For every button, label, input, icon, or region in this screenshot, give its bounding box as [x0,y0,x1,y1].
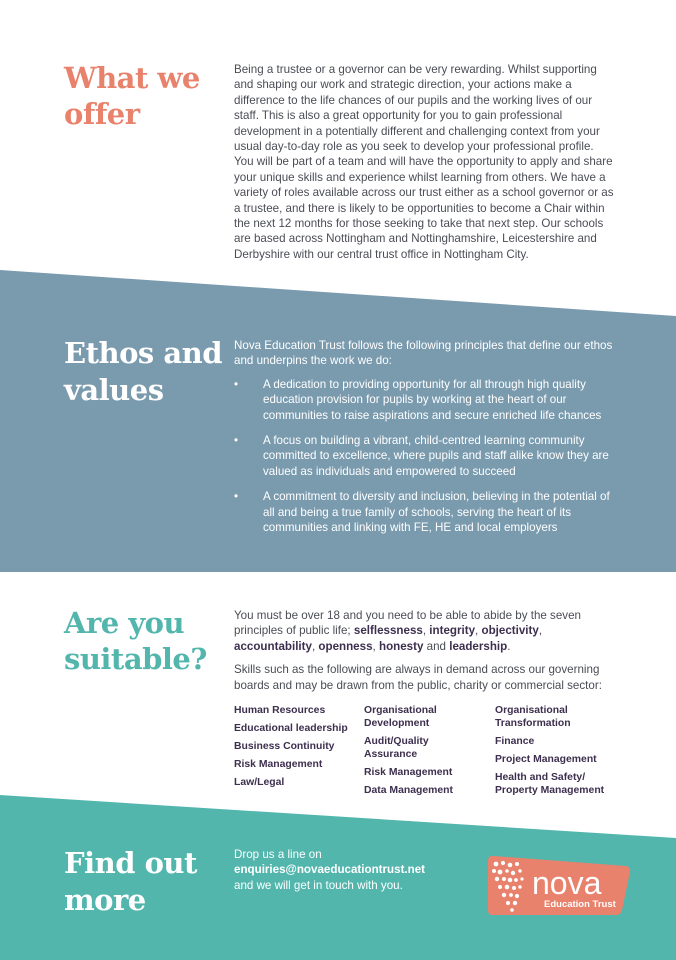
skill-item: Data Management [364,785,453,796]
principle: accountability [234,639,312,653]
nova-logo [486,852,632,920]
bullet-icon: • [234,377,239,391]
email-link[interactable]: enquiries@novaeducationtrust.net [234,863,426,877]
skills-intro: Skills such as the following are always in demand across our governing boards and may be drawn from the public, charity or commercial sector: [234,663,602,692]
ethos-bullet: • A commitment to diversity and inclusion, believing in the potential of all and being a true family of schools, serving the heart of its communities and linking with FE, HE and local employers [234,490,610,535]
skill-item: Organisational Development [364,705,437,729]
skill-item: Audit/Quality Assurance [364,736,429,760]
ethos-values-heading: Ethos and values [64,336,223,407]
ethos-values-section [234,338,614,545]
what-we-offer-section [234,62,614,262]
principle: integrity [429,624,476,638]
skills-column [364,704,484,802]
ethos-bullet: • A dedication to providing opportunity for all through high quality education provision for pupils by working at the heart of our communities to raise aspirations and secure enriched life chances [234,377,602,422]
ethos-intro: Nova Education Trust follows the following principles that define our ethos and underpins the work we do: [234,339,613,368]
skill-item: Organisational Transformation [495,705,571,729]
what-we-offer-text: Being a trustee or a governor can be very rewarding. Whilst supporting and shaping our work and strategic direction, your actions make a difference to the life chances of our pupils and the working lives of our staff. This is also a great opportunity for you to gain professional development in a potentially different and challenging context from your usual day-to-day role as you seek to develop your professional profile. You will be part of a team and will have the opportunity to apply and share your unique skills and experience whilst learning from others. We have a variety of roles available across our trust either as a school governor or as a trustee, and there is likely to be opportunities to become a Chair within the next 12 months for those seeking to take that next step. Our schools are based across Nottingham and Nottinghamshire, Leicestershire and Derbyshire with our central trust office in Nottingham City. [234,63,614,261]
ethos-bullet-list [234,377,614,536]
principle: objectivity [481,624,539,638]
skill-item: Law/Legal [234,777,285,788]
skill-item: Educational leadership [234,723,348,734]
find-out-more-heading: Find out more [64,846,197,917]
contact-line: and we will get in touch with you. [234,878,403,892]
principle: openness [318,639,373,653]
contact-line: Drop us a line on [234,848,322,861]
ethos-bullet: • A focus on building a vibrant, child-centred learning community committed to excellence, where pupils and staff alike know they are valued as individuals and empowered to succeed [234,434,609,478]
principle: honesty [378,639,424,653]
principle: leadership [449,639,508,653]
logo-tagline: Education Trust [544,899,616,910]
skill-item: Risk Management [234,759,323,770]
skills-column [495,704,615,802]
are-you-suitable-section [234,608,614,693]
find-out-more-section [234,847,474,893]
skill-item: Health and Safety/ Property Management [495,772,605,796]
skill-item: Risk Management [364,767,453,778]
what-we-offer-heading: What we offer [64,61,200,131]
skill-item: Project Management [495,754,597,765]
skills-column [234,704,359,794]
logo-wordmark: nova [532,865,602,901]
bullet-icon: • [234,490,239,504]
principles-paragraph: You must be over 18 and you need to be able to abide by the seven principles of public life; selflessness, integrity, objectivity, accountability, openness, honesty and leadership. [234,609,581,653]
skill-item: Finance [495,736,535,747]
principle: selflessness [353,624,423,638]
skill-item: Business Continuity [234,741,335,752]
skill-item: Human Resources [234,705,326,716]
are-you-suitable-heading: Are you suitable? [64,606,207,676]
bullet-icon: • [234,434,239,448]
